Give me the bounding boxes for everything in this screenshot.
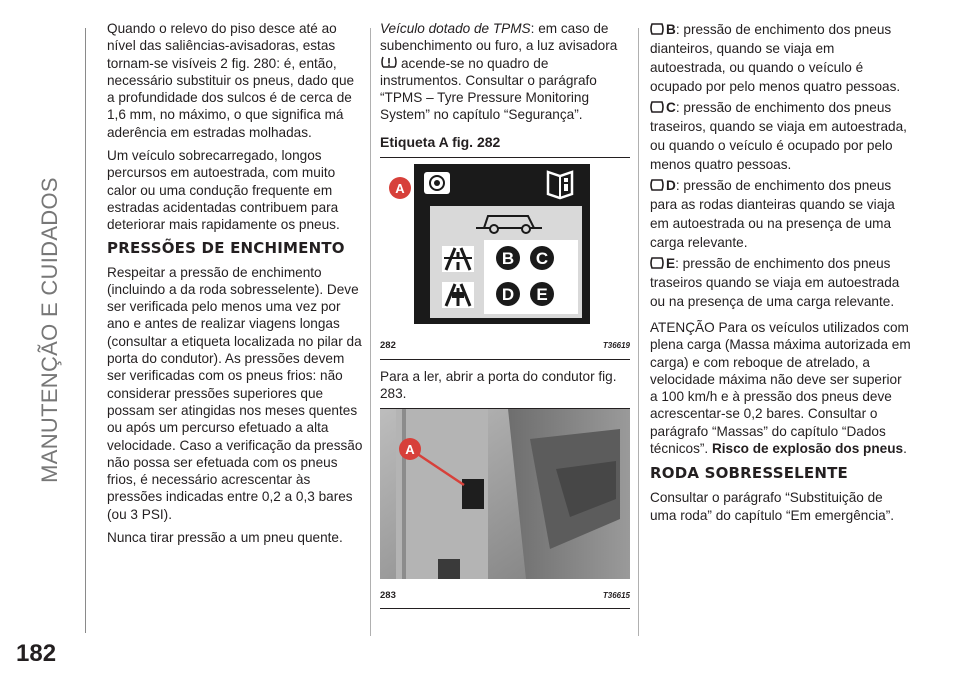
item-text: : pressão de enchimento dos pneus para as rodas dianteiras quando se viaja em autoestrada ou na presença de uma carga relevante. [650, 178, 895, 250]
item-text: : pressão de enchimento dos pneus traseiros, quando se viaja em autoestrada, ou quando o veículo é ocupado por pelo menos quatro pessoas. [650, 100, 907, 172]
tyre-symbol-icon [650, 177, 664, 189]
list-item-e [650, 254, 912, 311]
side-rule [85, 28, 86, 633]
tyre-label-illustration [380, 158, 630, 330]
svg-text:C: C [535, 249, 549, 269]
callout-a [399, 438, 421, 460]
callout-a [389, 177, 411, 199]
item-text: : pressão de enchimento dos pneus dianteiros, quando se viaja em autoestrada, ou quando o veículo é ocupado por pelo menos quatro pessoas. [650, 22, 901, 94]
list-item-d [650, 176, 912, 252]
figure-283-number: 283 [380, 589, 396, 601]
paragraph-hot-tyre: Nunca tirar pressão a um pneu quente. [107, 530, 343, 546]
paragraph-wear-indicators: Quando o relevo do piso desce até ao nível das saliências-avisadoras, estas tornam-se visíveis 2 fig. 280: é, então, necessário substituir os pneus, dado que a profundidade dos sulcos é de cerca de 1,6 mm, no máximo, o que significa má aderência em estradas molhadas. [107, 21, 355, 140]
page-number: 182 [16, 640, 57, 667]
item-text: : pressão de enchimento dos pneus traseiros quando se viaja em autoestrada ou na presença de uma carga relevante. [650, 256, 900, 309]
tpms-text-2: acende-se no quadro de instrumentos. Consultar o parágrafo “TPMS – Tyre Pressure Monitoring System” no capítulo “Segurança”. [380, 55, 597, 123]
label-letter-e [530, 282, 554, 306]
paragraph-read-label: Para a ler, abrir a porta do condutor fig. 283. [380, 368, 617, 401]
label-letter-c [530, 246, 554, 270]
svg-text:A: A [405, 442, 415, 458]
paragraph-attention [650, 319, 912, 457]
paragraph-overload: Um veículo sobrecarregado, longos percursos em autoestrada, com muito calor ou uma condução frequente em estradas acidentadas contribuem para deteriorar mais rapidamente os pneus. [107, 148, 340, 233]
label-letter-b [496, 246, 520, 270]
item-letter: B [666, 22, 676, 37]
figure-282-code: T36619 [602, 341, 630, 351]
tyre-symbol-icon [650, 255, 664, 267]
paragraph-tpms [380, 20, 630, 124]
figure-283-code: T36615 [602, 590, 630, 600]
figure-282-number: 282 [380, 340, 396, 352]
attention-end: . [903, 441, 907, 457]
label-heading: Etiqueta A fig. 282 [380, 133, 501, 150]
list-item-b [650, 20, 912, 96]
attention-text: ATENÇÃO Para os veículos utilizados com plena carga (Massa máxima autorizada em carga) e com reboque de atrelado, a velocidade máxima não deve ser superior a 100 km/h e à pressão dos pneus deve acrescentar-se 0,2 bares. Consultar o parágrafo “Massas” do capítulo “Dados técnicos”. [650, 320, 911, 457]
label-letter-d [496, 282, 520, 306]
figure-282-caption [380, 334, 630, 358]
column-divider [370, 28, 371, 636]
section-title: MANUTENÇÃO E CUIDADOS [37, 177, 62, 483]
paragraph-pressure-check: Respeitar a pressão de enchimento (incluindo a da roda sobresselente). Deve ser verificada pelo menos uma vez por ano e antes de realizar viagens longas (consultar a etiqueta localizada no pilar da porta do condutor). As pressões devem ser verificadas com os pneus frios: não considerar pressões superiores que possam ser atingidas nos meses quentes ou após um percurso efetuado a alta velocidade. Caso a verificação da pressão não possa ser efetuada com os pneus frios, é necessário acrescentar às pressões indicadas entre 0,2 a 0,3 bares (ou 3 PSI). [107, 264, 363, 522]
figure-282 [380, 157, 630, 360]
heading-spare-wheel: RODA SOBRESSELENTE [650, 464, 848, 483]
highway-load-icon [442, 282, 474, 308]
tyre-label-sticker [462, 479, 484, 509]
list-item-c [650, 98, 912, 174]
tyre-gauge-icon [424, 172, 450, 194]
svg-text:B: B [501, 249, 515, 269]
item-letter: D [666, 178, 676, 193]
tyre-pressure-warning-icon [380, 56, 398, 68]
attention-bold-2: pneus [863, 441, 904, 457]
column-3 [650, 20, 912, 530]
attention-bold-1: Risco de explosão dos [711, 441, 860, 457]
heading-inflation-pressures: PRESSÕES DE ENCHIMENTO [107, 238, 345, 257]
item-letter: C [666, 100, 676, 115]
svg-text:A: A [395, 181, 405, 197]
tpms-text-1: : em caso de subenchimento ou furo, a luz avisadora [380, 21, 618, 54]
figure-283-caption [380, 584, 630, 608]
tpms-label: Veículo dotado de TPMS [380, 21, 531, 36]
svg-text:E: E [536, 285, 548, 305]
column-2 [380, 20, 630, 617]
svg-text:D: D [501, 285, 515, 305]
figure-283 [380, 408, 630, 609]
door-pillar-photo [380, 409, 630, 579]
highway-icon [442, 246, 474, 272]
column-divider [638, 28, 639, 636]
tyre-symbol-icon [650, 99, 664, 111]
tyre-symbol-icon [650, 21, 664, 33]
paragraph-spare-wheel: Consultar o parágrafo “Substituição de uma roda” do capítulo “Em emergência”. [650, 490, 895, 523]
column-1 [107, 20, 365, 552]
item-letter: E [666, 256, 676, 271]
